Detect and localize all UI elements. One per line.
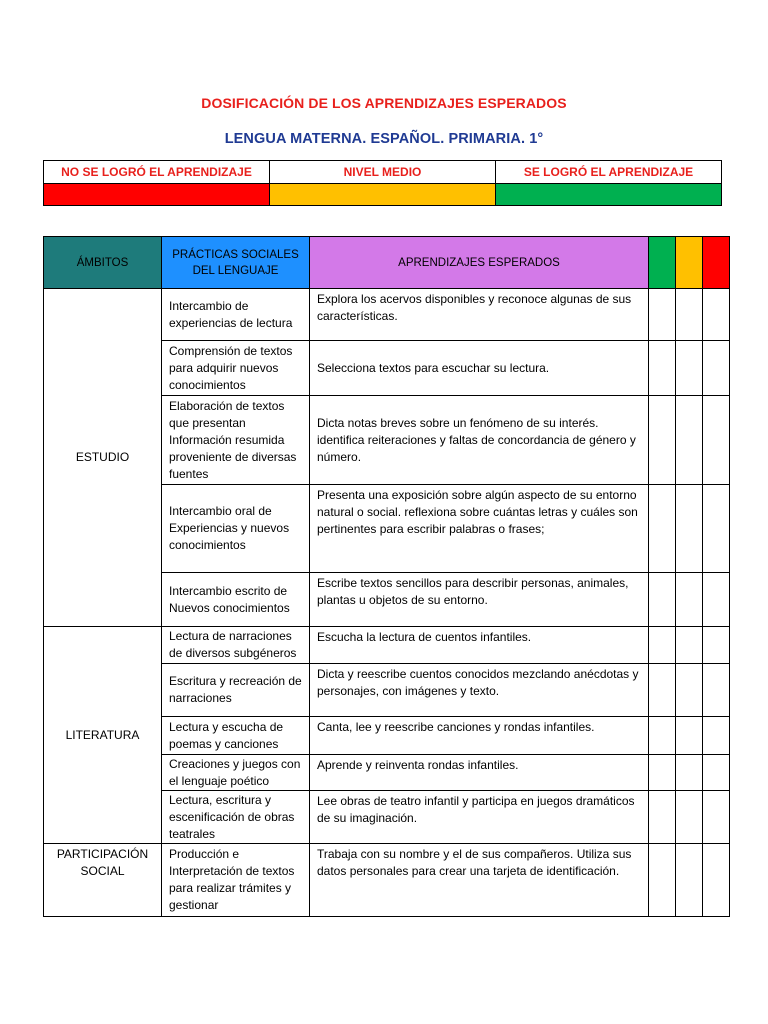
- check-cell[interactable]: [676, 791, 703, 844]
- check-cell[interactable]: [649, 755, 676, 791]
- check-cell[interactable]: [649, 844, 676, 917]
- table-row: [44, 289, 730, 341]
- check-cell[interactable]: [649, 627, 676, 664]
- practica-cell: Creaciones y juegos con el lenguaje poético: [162, 755, 310, 791]
- check-cell[interactable]: [703, 664, 730, 717]
- practica-cell: Comprensión de textos para adquirir nuevos conocimientos: [162, 341, 310, 396]
- check-cell[interactable]: [676, 289, 703, 341]
- aprendizaje-cell: Canta, lee y reescribe canciones y rondas infantiles.: [310, 717, 649, 755]
- table-row: [44, 627, 730, 664]
- check-cell[interactable]: [649, 791, 676, 844]
- learning-outcomes-table: [43, 236, 730, 917]
- check-cell[interactable]: [703, 627, 730, 664]
- header-check-red: [703, 237, 730, 289]
- ambito-literatura: LITERATURA: [44, 627, 162, 844]
- legend-label-achieved: SE LOGRÓ EL APRENDIZAJE: [496, 161, 722, 184]
- legend-label-medium: NIVEL MEDIO: [270, 161, 496, 184]
- aprendizaje-cell: Escucha la lectura de cuentos infantiles.: [310, 627, 649, 664]
- check-cell[interactable]: [676, 573, 703, 627]
- header-ambitos: ÁMBITOS: [44, 237, 162, 289]
- check-cell[interactable]: [649, 289, 676, 341]
- check-cell[interactable]: [703, 755, 730, 791]
- check-cell[interactable]: [676, 717, 703, 755]
- practica-cell: Intercambio de experiencias de lectura: [162, 289, 310, 341]
- ambito-estudio: ESTUDIO: [44, 289, 162, 627]
- check-cell[interactable]: [649, 573, 676, 627]
- table-row: [44, 844, 730, 917]
- aprendizaje-cell: Escribe textos sencillos para describir personas, animales, plantas u objetos de su entorno.: [310, 573, 649, 627]
- aprendizaje-cell: Explora los acervos disponibles y reconoce algunas de sus características.: [310, 289, 649, 341]
- legend-swatch-green: [496, 184, 722, 206]
- check-cell[interactable]: [676, 664, 703, 717]
- check-cell[interactable]: [676, 755, 703, 791]
- check-cell[interactable]: [676, 627, 703, 664]
- practica-cell: Lectura y escucha de poemas y canciones: [162, 717, 310, 755]
- aprendizaje-cell: Dicta y reescribe cuentos conocidos mezclando anécdotas y personajes, con imágenes y texto.: [310, 664, 649, 717]
- check-cell[interactable]: [676, 341, 703, 396]
- check-cell[interactable]: [703, 396, 730, 485]
- aprendizaje-cell: Selecciona textos para escuchar su lectura.: [310, 341, 649, 396]
- check-cell[interactable]: [703, 289, 730, 341]
- check-cell[interactable]: [649, 485, 676, 573]
- header-practicas: PRÁCTICAS SOCIALES DEL LENGUAJE: [162, 237, 310, 289]
- aprendizaje-cell: Presenta una exposición sobre algún aspecto de su entorno natural o social. reflexiona sobre cuántas letras y cuáles son pertinentes para escribir palabras o frases;: [310, 485, 649, 573]
- aprendizaje-cell: Lee obras de teatro infantil y participa en juegos dramáticos de su imaginación.: [310, 791, 649, 844]
- check-cell[interactable]: [703, 717, 730, 755]
- check-cell[interactable]: [676, 844, 703, 917]
- header-check-yellow: [676, 237, 703, 289]
- check-cell[interactable]: [649, 717, 676, 755]
- check-cell[interactable]: [649, 341, 676, 396]
- aprendizaje-cell: Trabaja con su nombre y el de sus compañeros. Utiliza sus datos personales para crear una tarjeta de identificación.: [310, 844, 649, 917]
- aprendizaje-cell: Aprende y reinventa rondas infantiles.: [310, 755, 649, 791]
- check-cell[interactable]: [703, 791, 730, 844]
- practica-cell: Lectura de narraciones de diversos subgéneros: [162, 627, 310, 664]
- check-cell[interactable]: [703, 485, 730, 573]
- check-cell[interactable]: [703, 341, 730, 396]
- document-subtitle: LENGUA MATERNA. ESPAÑOL. PRIMARIA. 1°: [224, 131, 544, 147]
- check-cell[interactable]: [649, 396, 676, 485]
- practica-cell: Producción e Interpretación de textos para realizar trámites y gestionar: [162, 844, 310, 917]
- check-cell[interactable]: [703, 573, 730, 627]
- practica-cell: Intercambio oral de Experiencias y nuevos conocimientos: [162, 485, 310, 573]
- practica-cell: Intercambio escrito de Nuevos conocimientos: [162, 573, 310, 627]
- legend-label-not-achieved: NO SE LOGRÓ EL APRENDIZAJE: [44, 161, 270, 184]
- document-title: DOSIFICACIÓN DE LOS APRENDIZAJES ESPERADOS: [201, 95, 567, 111]
- check-cell[interactable]: [649, 664, 676, 717]
- ambito-participacion-social: PARTICIPACIÓN SOCIAL: [44, 844, 162, 917]
- practica-cell: Escritura y recreación de narraciones: [162, 664, 310, 717]
- legend-table: [43, 160, 722, 206]
- check-cell[interactable]: [703, 844, 730, 917]
- header-aprendizajes: APRENDIZAJES ESPERADOS: [310, 237, 649, 289]
- header-check-green: [649, 237, 676, 289]
- check-cell[interactable]: [676, 396, 703, 485]
- aprendizaje-cell: Dicta notas breves sobre un fenómeno de su interés. identifica reiteraciones y faltas de concordancia de género y número.: [310, 396, 649, 485]
- practica-cell: Lectura, escritura y escenificación de obras teatrales: [162, 791, 310, 844]
- check-cell[interactable]: [676, 485, 703, 573]
- legend-swatch-red: [44, 184, 270, 206]
- legend-swatch-yellow: [270, 184, 496, 206]
- practica-cell: Elaboración de textos que presentan Información resumida proveniente de diversas fuentes: [162, 396, 310, 485]
